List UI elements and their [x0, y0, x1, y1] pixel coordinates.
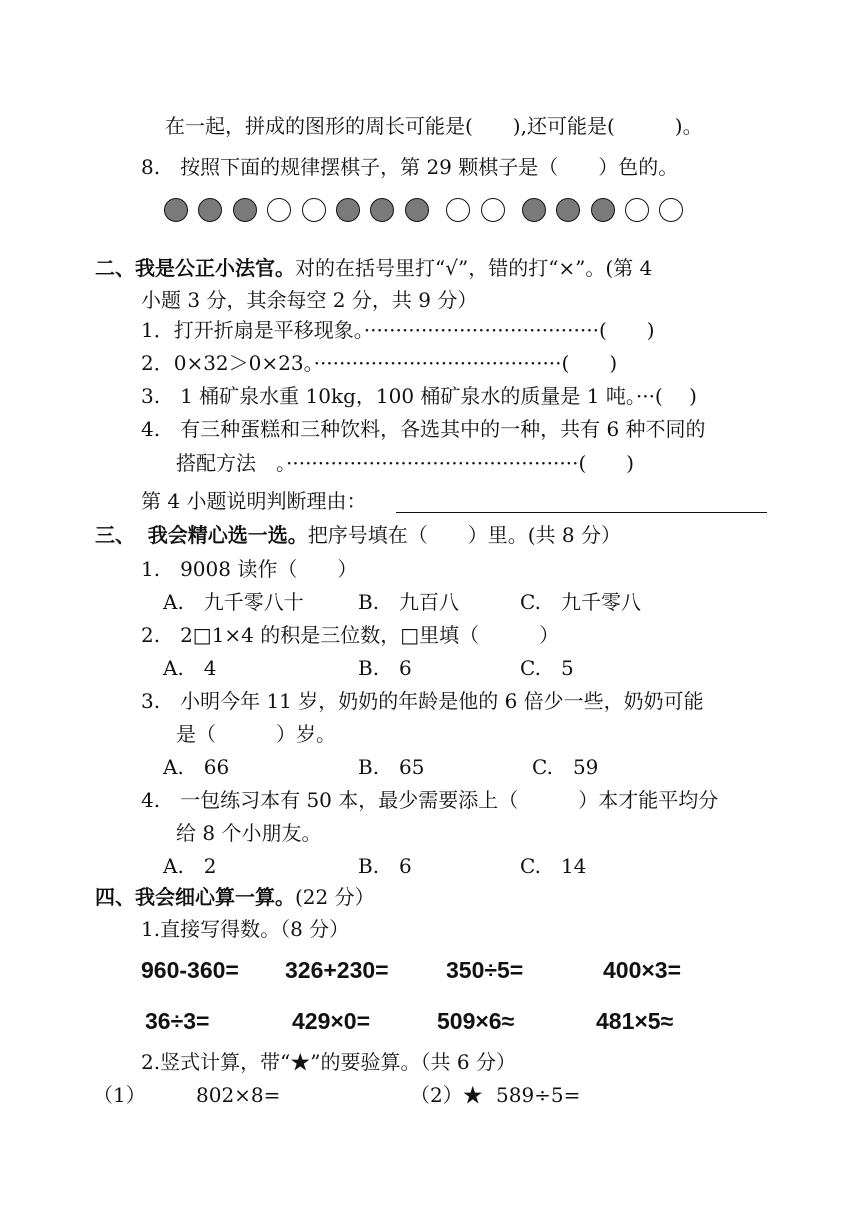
vertical-calc-1-label: （1）: [93, 1083, 146, 1107]
q3-option-c: C. 59: [532, 755, 599, 779]
judge-item-1: 1．打开折扇是平移现象。·····································( ): [141, 318, 655, 342]
light-stone: [302, 198, 326, 222]
calc-8: 481×5≈: [596, 1008, 674, 1034]
dark-stone: [522, 198, 546, 222]
reason-answer-line[interactable]: [396, 512, 767, 513]
judge-item-4-line2: 搭配方法 。··············································( ): [176, 451, 635, 475]
calc-3: 350÷5=: [446, 957, 524, 983]
q4-option-a: A. 2: [163, 854, 217, 878]
calc-6: 429×0=: [292, 1008, 371, 1034]
calc-2: 326+230=: [285, 957, 389, 983]
q2-option-a: A. 4: [163, 656, 217, 680]
q2-option-b: B. 6: [358, 656, 412, 680]
section-3-title: 我会精心选一选。: [147, 523, 308, 547]
section-2-heading: [95, 254, 652, 282]
choice-question-1: 1. 9008 读作（ ）: [141, 557, 358, 581]
choice-question-4-line1: 4. 一包练习本有 50 本，最少需要添上（ ）本才能平均分: [141, 788, 719, 812]
light-stone: [481, 198, 505, 222]
dark-stone: [556, 198, 580, 222]
vertical-calc-2-label: （2）★: [410, 1083, 483, 1107]
light-stone: [625, 198, 649, 222]
light-stone: [267, 198, 291, 222]
calc-1: 960-360=: [141, 957, 239, 983]
q2-option-c: C. 5: [520, 656, 574, 680]
q1-option-a: A. 九千零八十: [163, 590, 304, 614]
q3-option-a: A. 66: [163, 755, 230, 779]
vertical-calc-1: 802×8=: [196, 1083, 281, 1107]
section-4-score: (22 分）: [295, 885, 375, 909]
light-stone: [446, 198, 470, 222]
light-stone: [659, 198, 683, 222]
section-2-scoring: 小题 3 分，其余每空 2 分，共 9 分）: [141, 288, 478, 312]
dark-stone: [591, 198, 615, 222]
section-2-title: 二、我是公正小法官。: [95, 256, 295, 280]
choice-question-4-line2: 给 8 个小朋友。: [176, 821, 322, 845]
subsection-direct-answers: 1.直接写得数。（8 分）: [141, 917, 350, 941]
stone-pattern: [164, 198, 694, 222]
section-3-instructions: 把序号填在（ ）里。(共 8 分）: [307, 523, 621, 547]
question-8: 8. 按照下面的规律摆棋子，第 29 颗棋子是（ ）色的。: [141, 155, 679, 179]
choice-question-3-line1: 3. 小明今年 11 岁，奶奶的年龄是他的 6 倍少一些，奶奶可能: [141, 689, 704, 713]
section-2-instructions: 对的在括号里打“√”，错的打“×”。(第 4: [295, 256, 653, 280]
dark-stone: [233, 198, 257, 222]
q4-option-c: C. 14: [520, 854, 587, 878]
question-7-continuation: 在一起，拼成的图形的周长可能是( ),还可能是( )。: [165, 114, 703, 138]
vertical-calc-2: 589÷5=: [496, 1083, 581, 1107]
section-3-number: 三、: [95, 523, 135, 547]
dark-stone: [164, 198, 188, 222]
q1-option-b: B. 九百八: [358, 590, 460, 614]
judge-item-4-line1: 4. 有三种蛋糕和三种饮料，各选其中的一种，共有 6 种不同的: [141, 417, 706, 441]
judge-item-3: 3. 1 桶矿泉水重 10kg，100 桶矿泉水的质量是 1 吨。···( ): [141, 384, 697, 408]
calc-7: 509×6≈: [437, 1008, 515, 1034]
section-4-title: 四、我会细心算一算。: [95, 885, 295, 909]
reason-label: 第 4 小题说明判断理由：: [141, 489, 367, 513]
subsection-vertical-calc: 2.竖式计算，带“★”的要验算。（共 6 分）: [141, 1050, 516, 1074]
dark-stone: [198, 198, 222, 222]
judge-item-2: 2．0×32＞0×23。·······································( ): [141, 351, 618, 375]
q3-option-b: B. 65: [358, 755, 425, 779]
calc-5: 36÷3=: [145, 1008, 210, 1034]
section-4-heading: [95, 883, 375, 911]
dark-stone: [336, 198, 360, 222]
choice-question-3-line2: 是（ ）岁。: [176, 722, 336, 746]
calc-4: 400×3=: [603, 957, 682, 983]
dark-stone: [405, 198, 429, 222]
dark-stone: [370, 198, 394, 222]
q1-option-c: C. 九千零八: [520, 590, 641, 614]
choice-question-2: 2. 2□1×4 的积是三位数，□里填（ ）: [141, 623, 560, 647]
section-3-heading: [95, 521, 621, 549]
q4-option-b: B. 6: [358, 854, 412, 878]
